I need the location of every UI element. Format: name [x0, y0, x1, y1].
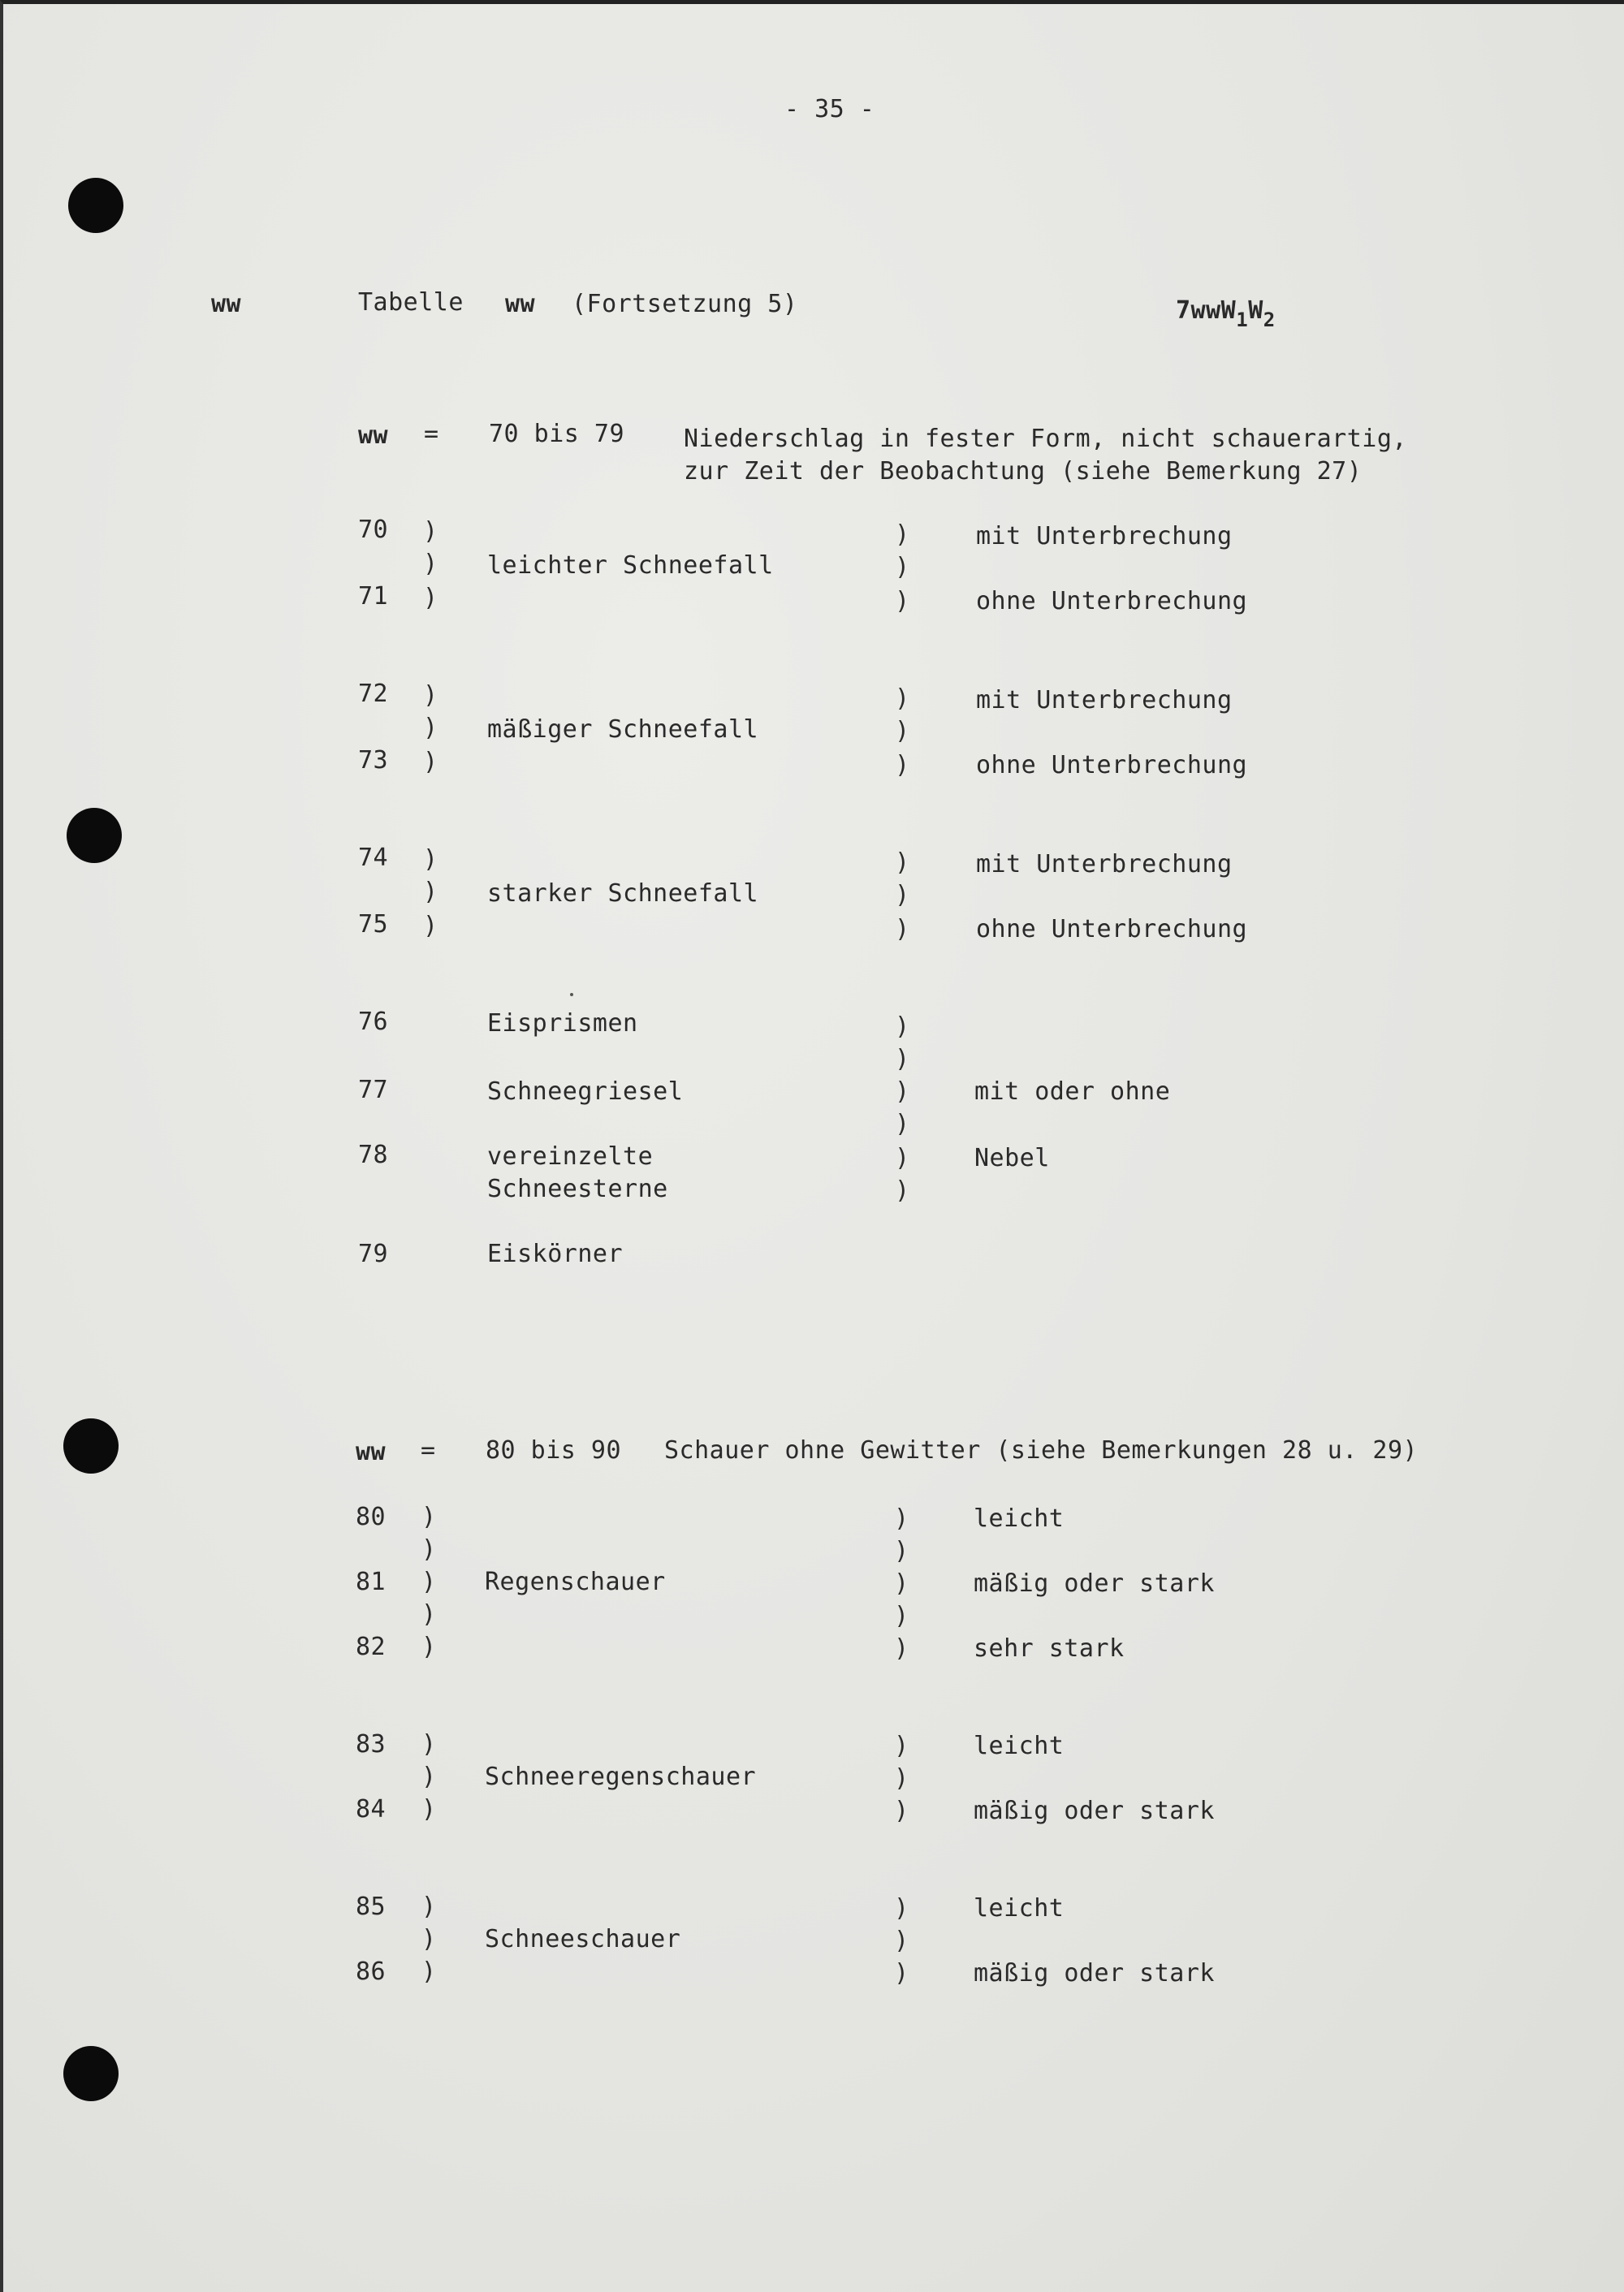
- group-sub-2: 2: [1263, 309, 1276, 331]
- desc-starker-schneefall: starker Schneefall: [487, 879, 759, 908]
- code-80: 80: [356, 1503, 387, 1531]
- code-71: 71: [358, 582, 389, 611]
- binder-hole-3: [63, 1418, 119, 1474]
- group-sub-1: 1: [1236, 309, 1249, 331]
- paren: ): [895, 1045, 910, 1073]
- section1-code: ww: [358, 421, 389, 450]
- margin-code: ww: [211, 290, 242, 318]
- paren: ): [423, 714, 438, 742]
- binder-hole-4: [63, 2046, 119, 2101]
- code-84: 84: [356, 1795, 387, 1824]
- code-75: 75: [358, 910, 389, 939]
- paren: ): [895, 1144, 910, 1172]
- code-82: 82: [356, 1633, 387, 1661]
- paren: ): [894, 1602, 909, 1630]
- group-code: [1176, 296, 1276, 331]
- mit-unterbrechung: mit Unterbrechung: [976, 522, 1233, 550]
- code-86: 86: [356, 1957, 387, 1986]
- paren: ): [894, 1569, 909, 1598]
- leicht: leicht: [974, 1504, 1065, 1533]
- paren: ): [895, 717, 910, 745]
- paren: ): [895, 881, 910, 909]
- desc-eiskoerner: Eiskörner: [487, 1240, 624, 1268]
- code-81: 81: [356, 1568, 387, 1596]
- paren: ): [423, 550, 438, 578]
- section1-desc-line2: zur Zeit der Beobachtung (siehe Bemerkung 27): [684, 457, 1363, 486]
- mit-unterbrechung: mit Unterbrechung: [976, 686, 1233, 714]
- paren: ): [421, 1633, 437, 1661]
- paren: ): [421, 1730, 437, 1759]
- paren: ): [894, 1732, 909, 1760]
- code-85: 85: [356, 1893, 387, 1921]
- section2-code: ww: [356, 1438, 387, 1466]
- code-77: 77: [358, 1076, 389, 1104]
- code-79: 79: [358, 1240, 389, 1268]
- paren: ): [421, 1957, 437, 1986]
- code-78: 78: [358, 1141, 389, 1169]
- leicht: leicht: [974, 1894, 1065, 1923]
- desc-maessiger-schneefall: mäßiger Schneefall: [487, 715, 759, 744]
- desc-schneeregenschauer: Schneeregenschauer: [485, 1763, 757, 1791]
- paren: ): [894, 1797, 909, 1825]
- paren: ): [894, 1764, 909, 1793]
- group-main: 7wwW: [1176, 296, 1237, 325]
- paren: ): [423, 912, 438, 940]
- section2-eq: =: [421, 1436, 436, 1465]
- paren: ): [895, 915, 910, 943]
- maessig-oder-stark: mäßig oder stark: [974, 1569, 1215, 1598]
- table-title: Tabelle: [358, 288, 464, 317]
- paren: ): [423, 748, 438, 776]
- mit-unterbrechung: mit Unterbrechung: [976, 850, 1233, 878]
- sehr-stark: sehr stark: [974, 1634, 1125, 1663]
- binder-hole-1: [68, 178, 123, 233]
- section1-desc-line1: Niederschlag in fester Form, nicht schauerartig,: [684, 425, 1407, 453]
- desc-schneesterne: Schneesterne: [487, 1175, 668, 1203]
- paren: ): [423, 517, 438, 546]
- paren: ): [421, 1600, 437, 1629]
- paren: ): [421, 1795, 437, 1824]
- paren: ): [894, 1959, 909, 1988]
- table-continuation: (Fortsetzung 5): [572, 290, 798, 318]
- desc-schneegriesel: Schneegriesel: [487, 1077, 684, 1106]
- paren: ): [895, 553, 910, 581]
- desc-regenschauer: Regenschauer: [485, 1568, 666, 1596]
- section1-eq: =: [424, 420, 439, 448]
- code-76: 76: [358, 1008, 389, 1036]
- paren: ): [421, 1763, 437, 1791]
- paren: ): [895, 751, 910, 779]
- paren: ): [895, 848, 910, 877]
- paren: ): [423, 584, 438, 612]
- maessig-oder-stark: mäßig oder stark: [974, 1959, 1215, 1988]
- desc-eisprismen: Eisprismen: [487, 1009, 638, 1038]
- paren: ): [895, 520, 910, 549]
- paren: ): [421, 1893, 437, 1921]
- paren: ): [894, 1894, 909, 1923]
- page-number: - 35 -: [784, 95, 875, 123]
- mit-oder-ohne: mit oder ohne: [974, 1077, 1171, 1106]
- ohne-unterbrechung: ohne Unterbrechung: [976, 587, 1248, 615]
- code-83: 83: [356, 1730, 387, 1759]
- paren: ): [894, 1927, 909, 1955]
- nebel: Nebel: [974, 1144, 1050, 1172]
- paren: ): [421, 1568, 437, 1596]
- code-72: 72: [358, 680, 389, 708]
- paren: ): [894, 1504, 909, 1533]
- ohne-unterbrechung: ohne Unterbrechung: [976, 751, 1248, 779]
- paren: ): [895, 1110, 910, 1138]
- table-title-code: ww: [505, 290, 536, 318]
- ohne-unterbrechung: ohne Unterbrechung: [976, 915, 1248, 943]
- paren: ): [423, 845, 438, 874]
- paren: ): [421, 1535, 437, 1564]
- paren: ): [894, 1537, 909, 1565]
- paren: ): [895, 1077, 910, 1106]
- paren: ): [895, 1012, 910, 1041]
- desc-vereinzelte: vereinzelte: [487, 1142, 654, 1171]
- maessig-oder-stark: mäßig oder stark: [974, 1797, 1215, 1825]
- group-mid: W: [1248, 296, 1263, 325]
- section2-desc: Schauer ohne Gewitter (siehe Bemerkungen 28 u. 29): [664, 1436, 1419, 1465]
- code-74: 74: [358, 844, 389, 872]
- paren: ): [895, 684, 910, 713]
- paren: ): [895, 1176, 910, 1205]
- desc-schneeschauer: Schneeschauer: [485, 1925, 681, 1953]
- paren: ): [423, 681, 438, 710]
- paren: ): [421, 1925, 437, 1953]
- paren: ): [421, 1503, 437, 1531]
- section2-range: 80 bis 90: [486, 1436, 622, 1465]
- paren: ): [423, 878, 438, 906]
- paren: ): [894, 1634, 909, 1663]
- code-70: 70: [358, 516, 389, 544]
- paren: ): [895, 587, 910, 615]
- binder-hole-2: [67, 808, 122, 863]
- speck: [570, 993, 573, 996]
- leicht: leicht: [974, 1732, 1065, 1760]
- section1-range: 70 bis 79: [489, 420, 625, 448]
- desc-leichter-schneefall: leichter Schneefall: [487, 551, 774, 580]
- code-73: 73: [358, 746, 389, 775]
